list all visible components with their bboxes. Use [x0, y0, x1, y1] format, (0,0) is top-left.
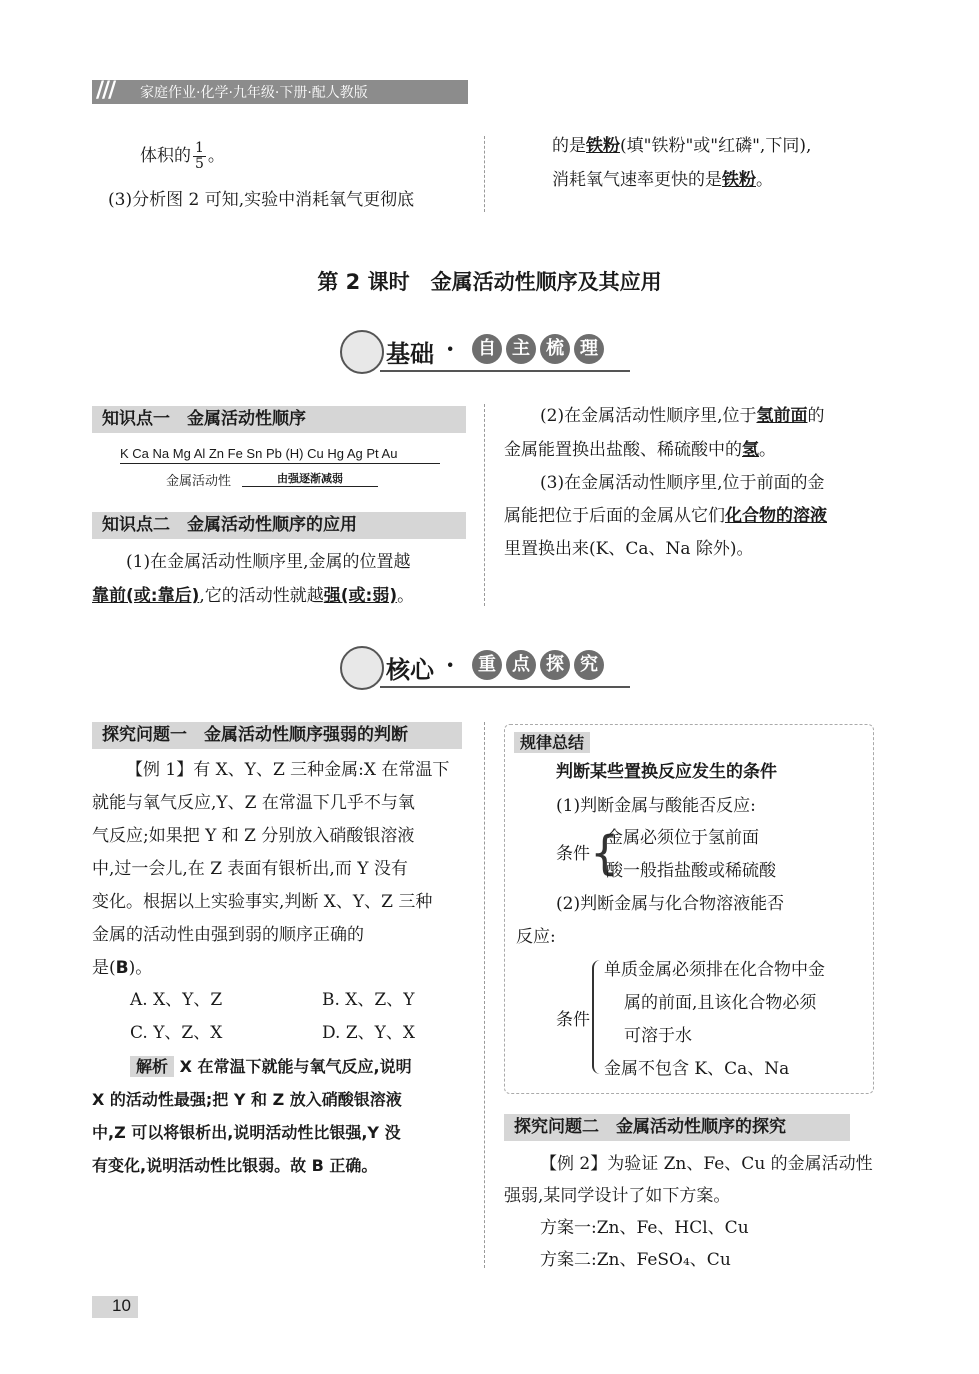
page-number: 10 [112, 1296, 131, 1315]
top-right-line2: 消耗氧气速率更快的是铁粉。 [552, 170, 773, 190]
knowledge-point-1-heading: 知识点一 金属活动性顺序 [92, 406, 466, 433]
rule-s2-line1: (2)判断金属与化合物溶液能否 [556, 894, 785, 914]
cond-2c: 可溶于水 [624, 1026, 692, 1046]
k2-p1-line1: (1)在金属活动性顺序里,金属的位置越 [126, 552, 411, 572]
cond-label-2: 条件 [556, 1010, 590, 1030]
banner-basics: 基础 · 自 主 梳 理 [340, 326, 640, 376]
plan-2: 方案二:Zn、FeSO₄、Cu [540, 1250, 731, 1270]
rule-summary-tag: 规律总结 [514, 730, 590, 753]
banner-char: 理 [574, 334, 604, 364]
right-p2-line1: (2)在金属活动性顺序里,位于氢前面的 [540, 406, 825, 426]
example-1: 【例 1】有 X、Y、Z 三种金属:X 在常温下 就能与氧气反应,Y、Z 在常温下几乎不与氧 气反应;如果把 Y 和 Z 分别放入硝酸银溶液 中,过一会儿,在 Z 表面有银析出,而 Y 没有 变化。根据以上实验事实,判断 X、Y、Z 三种 金属的活动性由强到弱的顺序正确的 是(B)。 [92, 760, 450, 978]
banner-core: 核心 · 重 点 探 究 [340, 642, 640, 692]
cond-2b: 属的前面,且该化合物必须 [624, 993, 817, 1013]
analysis-tag: 解析 [130, 1056, 174, 1077]
knowledge-point-2-heading: 知识点二 金属活动性顺序的应用 [92, 512, 466, 539]
right-p2-line2: 金属能置换出盐酸、稀硫酸中的氢。 [504, 440, 776, 460]
banner-char: 主 [506, 334, 536, 364]
option-b: B. X、Z、Y [322, 990, 415, 1010]
cond-1a: 金属必须位于氢前面 [606, 828, 759, 848]
core-column-divider [484, 722, 485, 1268]
basics-column-divider [484, 404, 485, 606]
question-2-heading: 探究问题二 金属活动性顺序的探究 [504, 1114, 850, 1141]
header-title: 家庭作业·化学·九年级·下册·配人教版 [140, 85, 368, 101]
right-p3-line2: 属能把位于后面的金属从它们化合物的溶液 [504, 506, 827, 526]
banner-core-title: 核心 [386, 656, 434, 684]
activity-label: 金属活动性 [166, 473, 232, 488]
option-c: C. Y、Z、X [130, 1023, 223, 1043]
fraction: $\frac{1}{5}$ [195, 140, 204, 172]
rule-title: 判断某些置换反应发生的条件 [556, 762, 777, 782]
top-right-line1: 的是铁粉(填"铁粉"或"红磷",下同), [552, 136, 812, 156]
banner-char: 点 [506, 650, 536, 680]
option-a: A. X、Y、Z [130, 990, 223, 1010]
right-p3-line1: (3)在金属活动性顺序里,位于前面的金 [540, 473, 825, 493]
answer-choice: B [115, 958, 129, 978]
example-2-line2: 强弱,某同学设计了如下方案。 [504, 1186, 731, 1206]
example-2-line1: 【例 2】为验证 Zn、Fe、Cu 的金属活动性 [540, 1154, 873, 1174]
banner-char: 究 [574, 650, 604, 680]
cond-label-1: 条件 [556, 844, 590, 864]
cond-2a: 单质金属必须排在化合物中金 [604, 960, 825, 980]
top-left-line1: 体积的 $\frac{1}{5}$ 。 [140, 140, 225, 172]
k2-p1-line2: 靠前(或:靠后),它的活动性就越强(或:弱)。 [92, 586, 415, 606]
banner-char: 自 [472, 334, 502, 364]
option-d: D. Z、Y、X [322, 1023, 415, 1043]
top-left-line2: (3)分析图 2 可知,实验中消耗氧气更彻底 [108, 190, 415, 210]
rule-s2-line2: 反应: [516, 927, 556, 947]
pencil-badge-icon [340, 330, 384, 374]
banner-char: 重 [472, 650, 502, 680]
lesson-title: 第 2 课时 金属活动性顺序及其应用 [317, 270, 662, 294]
banner-char: 梳 [540, 334, 570, 364]
brace-2 [592, 960, 604, 1074]
rule-s1: (1)判断金属与酸能否反应: [556, 796, 756, 816]
right-p3-line3: 里置换出来(K、Ca、Na 除外)。 [504, 539, 754, 559]
activity-arrow: 由强逐渐减弱 [242, 470, 378, 487]
banner-basics-title: 基础 [386, 340, 434, 368]
question-1-heading: 探究问题一 金属活动性顺序强弱的判断 [92, 722, 462, 749]
cond-2d: 金属不包含 K、Ca、Na [604, 1059, 790, 1079]
pencil-badge-icon [340, 646, 384, 690]
analysis: 解析 X 在常温下就能与氧气反应,说明 X 的活动性最强;把 Y 和 Z 放入硝酸银溶液 中,Z 可以将银析出,说明活动性比银强,Y 没 有变化,说明活动性比银弱。故 B 正确。 [92, 1057, 412, 1175]
banner-char: 探 [540, 650, 570, 680]
cond-1b: 酸一般指盐酸或稀硫酸 [606, 861, 776, 881]
header-slashes: /// [96, 78, 115, 103]
plan-1: 方案一:Zn、Fe、HCl、Cu [540, 1218, 749, 1238]
top-column-divider [484, 136, 485, 212]
activity-series: K Ca Na Mg Al Zn Fe Sn Pb (H) Cu Hg Ag Pt Au [120, 446, 440, 464]
brace-1: { [590, 826, 620, 880]
